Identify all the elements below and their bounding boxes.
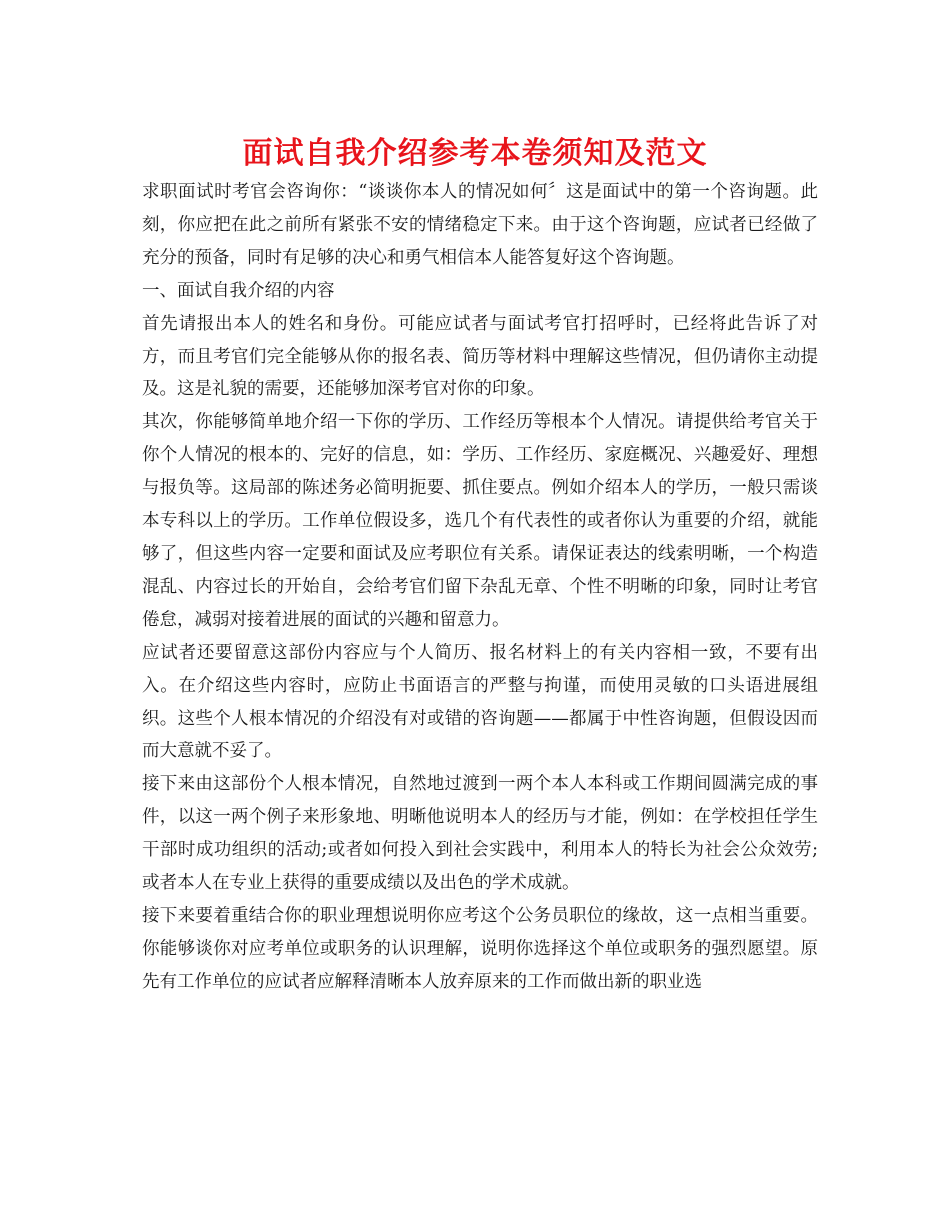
paragraph-examples: 接下来由这部份个人根本情况，自然地过渡到一两个本人本科或工作期间圆满完成的事件，以这一两个例子来形象地、明晰他说明本人的经历与才能，例如：在学校担任学生干部时成功组织的活动;或者如何投入到社会实践中，利用本人的特长为社会公众效劳;或者本人在专业上获得的重要成绩以及出色的学术成就。 <box>142 774 818 894</box>
paragraph-intro: 求职面试时考官会咨询你：“谈谈你本人的情况如何〞这是面试中的第一个咨询题。此刻，你应把在此之前所有紧张不安的情绪稳定下来。由于这个咨询题，应试者已经做了充分的预备，同时有足够的决心和勇气相信本人能答复好这个咨询题。 <box>142 182 818 268</box>
section-heading: 一、面试自我介绍的内容 <box>142 280 335 301</box>
paragraph-background: 其次，你能够简单地介绍一下你的学历、工作经历等根本个人情况。请提供给考官关于你个人情况的根本的、完好的信息，如：学历、工作经历、家庭概况、兴趣爱好、理想与报负等。这局部的陈述务必简明扼要、抓住要点。例如介绍本人的学历，一般只需谈本专科以上的学历。工作单位假设多，选几个有代表性的或者你认为重要的介绍，就能够了，但这些内容一定要和面试及应考职位有关系。请保证表达的线索明晰，一个构造混乱、内容过长的开始自，会给考官们留下杂乱无章、个性不明晰的印象，同时让考官倦怠，减弱对接着进展的面试的兴趣和留意力。 <box>142 412 818 630</box>
paragraph-consistency: 应试者还要留意这部份内容应与个人简历、报名材料上的有关内容相一致，不要有出入。在介绍这些内容时，应防止书面语言的严整与拘谨，而使用灵敏的口头语进展组织。这些个人根本情况的介绍没有对或错的咨询题——都属于中性咨询题，但假设因而而大意就不妥了。 <box>142 642 818 762</box>
document-body <box>142 176 818 999</box>
paragraph-name-identity: 首先请报出本人的姓名和身份。可能应试者与面试考官打招呼时，已经将此告诉了对方，而且考官们完全能够从你的报名表、简历等材料中理解这些情况，但仍请你主动提及。这是礼貌的需要，还能够加深考官对你的印象。 <box>142 313 818 400</box>
page-title: 面试自我介绍参考本卷须知及范文 <box>242 136 708 171</box>
paragraph-motivation: 接下来要着重结合你的职业理想说明你应考这个公务员职位的缘故，这一点相当重要。你能够谈你对应考单位或职务的认识理解，说明你选择这个单位或职务的强烈愿望。原先有工作单位的应试者应解释清晰本人放弃原来的工作而做出新的职业选 <box>142 905 818 992</box>
